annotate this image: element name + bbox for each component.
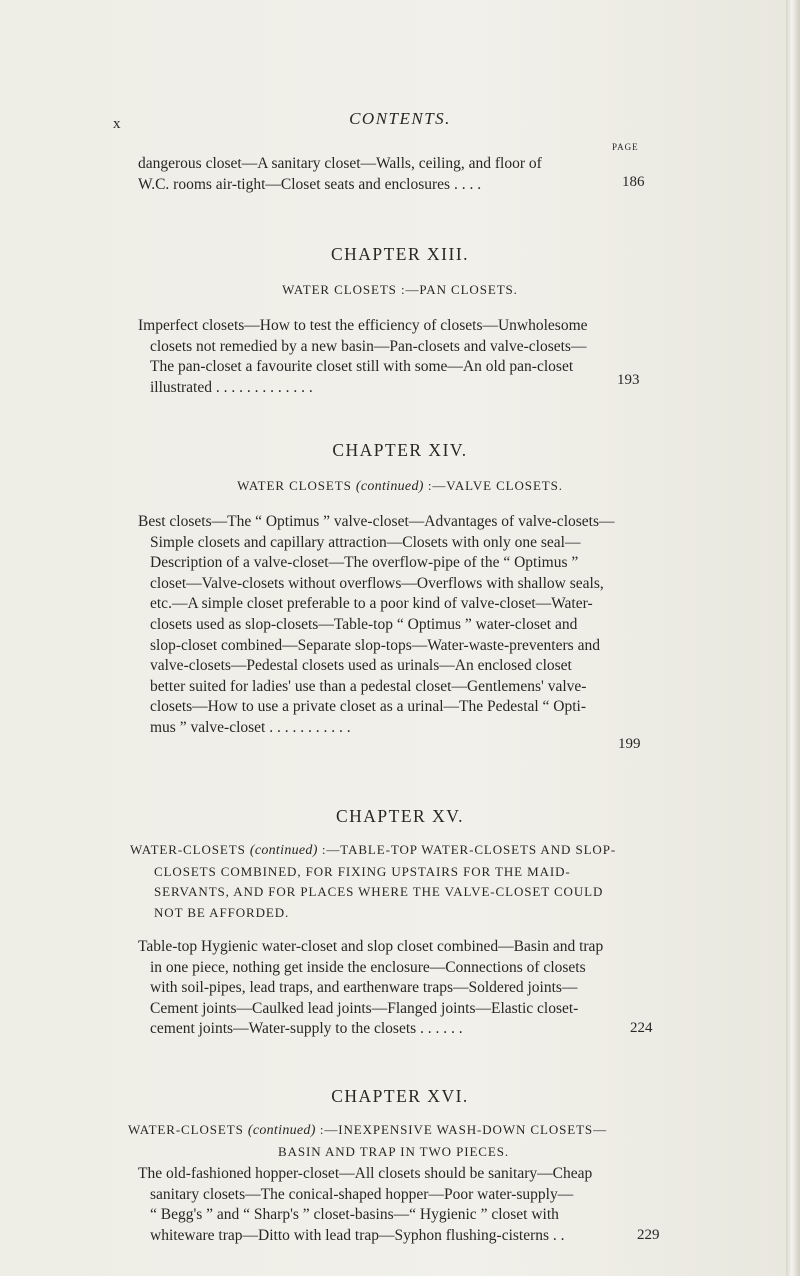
chapter-heading: CHAPTER XIV. [332, 440, 468, 460]
entry-line: closets—How to use a private closet as a urinal—The Pedestal “ Opti- [150, 698, 587, 716]
entry-line: Description of a valve-closet—The overflow-pipe of the “ Optimus ” [150, 554, 579, 572]
chapter-subtitle-part: WATER CLOSETS [237, 478, 356, 493]
entry-line: whiteware trap—Ditto with lead trap—Syphon flushing-cisterns . . [150, 1226, 565, 1244]
chapter-heading: CHAPTER XIII. [330, 244, 470, 264]
entry-line: better suited for ladies' use than a pedestal closet—Gentlemens' valve- [150, 677, 587, 695]
page-number: 199 [618, 736, 641, 752]
entry-line: closets used as slop-closets—Table-top “ Optimus ” water-closet and [150, 615, 578, 633]
page-number: 193 [617, 372, 640, 388]
entry-line: Best closets—The “ Optimus ” valve-closet—Advantages of valve-closets— [138, 513, 615, 530]
chapter-subtitle-italic: (continued) [249, 843, 318, 858]
entry-line: W.C. rooms air-tight—Closet seats and enclosures . . . . [138, 175, 482, 193]
entry-line: mus ” valve-closet . . . . . . . . . . . [150, 718, 351, 736]
chapter-subtitle-line [128, 1120, 668, 1142]
contents-entry [138, 316, 648, 398]
chapter-subtitle-part: WATER-CLOSETS [128, 1122, 248, 1137]
chapter-subtitle-part: :—TABLE-TOP WATER-CLOSETS AND SLOP- [317, 842, 617, 857]
entry-line: in one piece, nothing get inside the enclosure—Connections of closets [150, 958, 586, 976]
page-column-label: PAGE [612, 142, 639, 152]
entry-line: illustrated . . . . . . . . . . . . . [150, 378, 313, 396]
entry-line: Simple closets and capillary attraction—Closets with only one seal— [150, 533, 581, 551]
entry-line: dangerous closet—A sanitary closet—Walls, ceiling, and floor of [138, 155, 542, 172]
entry-line: closet—Valve-closets without overflows—Overflows with shallow seals, [150, 574, 604, 592]
entry-line: cement joints—Water-supply to the closets . . . . . . [150, 1020, 463, 1038]
chapter-subtitle-line: CLOSETS COMBINED, FOR FIXING UPSTAIRS FOR THE MAID- [154, 863, 571, 879]
entry-line: Imperfect closets—How to test the efficiency of closets—Unwholesome [138, 317, 588, 334]
chapter-subtitle-part: :—INEXPENSIVE WASH-DOWN CLOSETS— [315, 1122, 607, 1137]
entry-line: The pan-closet a favourite closet still with some—An old pan-closet [150, 358, 574, 376]
chapter-subtitle-part: WATER-CLOSETS [130, 842, 250, 857]
chapter-subtitle [0, 478, 800, 495]
entry-line: etc.—A simple closet preferable to a poor kind of valve-closet—Water- [150, 595, 593, 613]
chapter-subtitle-text: WATER CLOSETS :—PAN CLOSETS. [282, 282, 518, 297]
page-edge [786, 0, 800, 1276]
entry-line: The old-fashioned hopper-closet—All closets should be sanitary—Cheap [138, 1165, 593, 1182]
chapter-subtitle [0, 282, 800, 298]
entry-line: closets not remedied by a new basin—Pan-closets and valve-closets— [150, 337, 587, 355]
entry-line: valve-closets—Pedestal closets used as urinals—An enclosed closet [150, 657, 572, 675]
chapter-subtitle-part: :—VALVE CLOSETS. [423, 478, 563, 493]
contents-entry [138, 512, 648, 739]
entry-line: “ Begg's ” and “ Sharp's ” closet-basins—“ Hygienic ” closet with [150, 1206, 559, 1224]
chapter-subtitle-italic: (continued) [247, 1123, 316, 1138]
entry-line: with soil-pipes, lead traps, and earthenware traps—Soldered joints— [150, 979, 578, 997]
chapter-subtitle-line: NOT BE AFFORDED. [154, 904, 290, 920]
contents-entry [138, 937, 648, 1040]
page-number: 224 [630, 1020, 653, 1036]
page-folio: x [113, 116, 121, 132]
entry-line: Cement joints—Caulked lead joints—Flanged joints—Elastic closet- [150, 999, 579, 1017]
chapter-subtitle-line [130, 840, 650, 862]
page-number: 186 [622, 174, 645, 190]
chapter-subtitle-italic: (continued) [355, 479, 424, 494]
chapter-subtitle-line: SERVANTS, AND FOR PLACES WHERE THE VALVE-CLOSET COULD [154, 884, 604, 899]
entry-line: sanitary closets—The conical-shaped hopper—Poor water-supply— [150, 1185, 574, 1203]
page-number: 229 [637, 1227, 660, 1243]
chapter-subtitle-line: BASIN AND TRAP IN TWO PIECES. [278, 1143, 509, 1159]
chapter-subtitle [130, 840, 650, 923]
entry-line: slop-closet combined—Separate slop-tops—Water-waste-preventers and [150, 636, 600, 654]
chapter-heading: CHAPTER XVI. [331, 1086, 469, 1106]
entry-line: Table-top Hygienic water-closet and slop closet combined—Basin and trap [138, 938, 604, 955]
running-head: CONTENTS. [349, 109, 451, 128]
contents-entry [138, 1164, 648, 1246]
contents-entry-continued [138, 154, 648, 195]
chapter-subtitle [128, 1120, 668, 1162]
chapter-heading: CHAPTER XV. [335, 806, 464, 826]
